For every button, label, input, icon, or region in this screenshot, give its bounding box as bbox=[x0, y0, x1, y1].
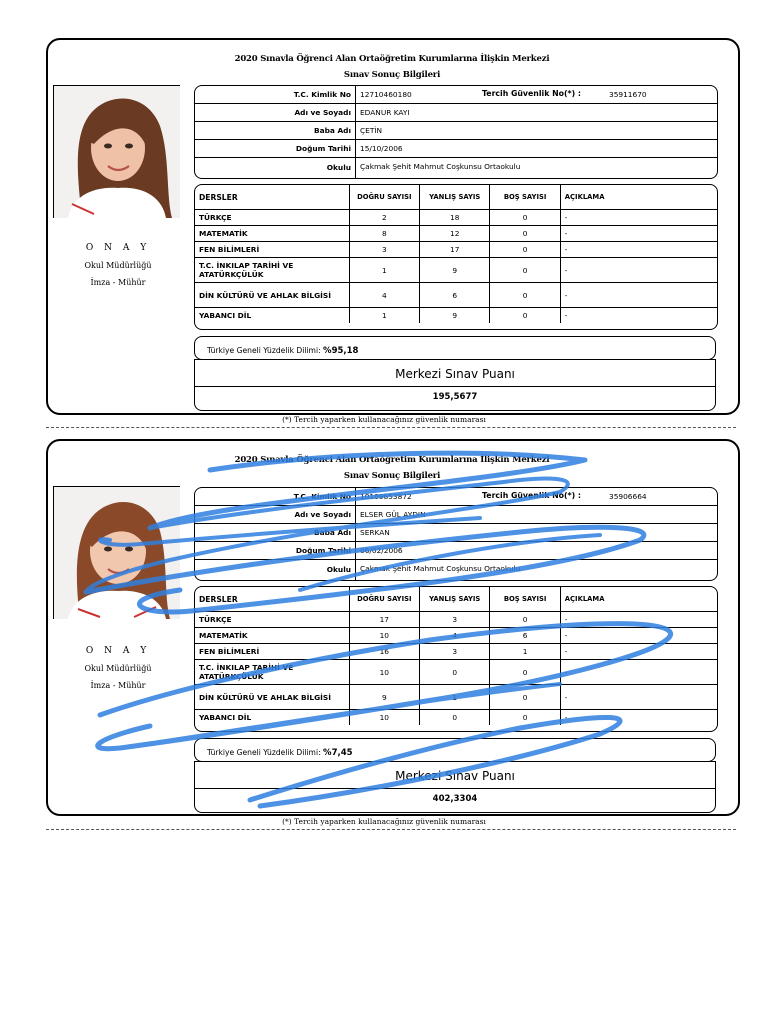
percentile-label: Türkiye Geneli Yüzdelik Dilimi: bbox=[207, 346, 321, 355]
lessons-table-box bbox=[194, 184, 718, 330]
percentile-box bbox=[194, 336, 716, 360]
header-aciklama: AÇIKLAMA bbox=[560, 587, 717, 612]
onay-title: O N A Y bbox=[85, 243, 151, 253]
percentile-label: Türkiye Geneli Yüzdelik Dilimi: bbox=[207, 748, 321, 757]
header-yanlis: YANLIŞ SAYIS bbox=[420, 587, 490, 612]
guvenlik-no: 35906664 bbox=[609, 492, 647, 501]
label-baba: Baba Adı bbox=[313, 126, 351, 135]
onay-block bbox=[43, 240, 193, 291]
table-row: TÜRKÇE 17 3 0 - bbox=[195, 612, 717, 628]
label-tc: T.C. Kimlik No bbox=[293, 90, 351, 99]
label-ad: Adı ve Soyadı bbox=[294, 108, 351, 117]
header-bos: BOŞ SAYISI bbox=[490, 185, 560, 210]
percentile-box bbox=[194, 738, 716, 762]
result-card-2 bbox=[46, 439, 740, 816]
lessons-table-box bbox=[194, 586, 718, 732]
ad-soyad: ELSER GÜL AYDIN bbox=[360, 510, 426, 519]
okul: Çakmak Şehit Mahmut Coşkunsu Ortaokulu bbox=[360, 162, 521, 171]
okul: Çakmak Şehit Mahmut Coşkunsu Ortaokulu bbox=[360, 564, 521, 573]
onay-imza: İmza - Mühür bbox=[90, 681, 146, 690]
table-row: FEN BİLİMLERİ 3 17 0 - bbox=[195, 242, 717, 258]
doc-title-line2: Sınav Sonuç Bilgileri bbox=[343, 70, 441, 80]
percentile-value: %7,45 bbox=[323, 748, 353, 758]
dogum-tarihi: 06/02/2006 bbox=[360, 546, 403, 555]
footnote-2: (*) Tercih yaparken kullanacağınız güvenlik numarası bbox=[282, 817, 486, 826]
onay-title: O N A Y bbox=[85, 646, 151, 656]
label-ad: Adı ve Soyadı bbox=[294, 510, 351, 519]
student-info-box bbox=[194, 487, 718, 581]
table-row: MATEMATİK 10 4 6 - bbox=[195, 628, 717, 644]
label-guvenlik: Tercih Güvenlik No(*) : bbox=[482, 89, 582, 98]
student-portrait-icon bbox=[54, 487, 180, 619]
doc-title-line1: 2020 Sınavla Öğrenci Alan Ortaöğretim Kurumlarına İlişkin Merkezi bbox=[234, 455, 550, 465]
table-row: FEN BİLİMLERİ 16 3 1 - bbox=[195, 644, 717, 660]
doc-title-line1: 2020 Sınavla Öğrenci Alan Ortaöğretim Kurumlarına İlişkin Merkezi bbox=[234, 54, 550, 64]
table-row: MATEMATİK 8 12 0 - bbox=[195, 226, 717, 242]
label-okul: Okulu bbox=[326, 565, 351, 574]
header-dogru: DOĞRU SAYISI bbox=[349, 587, 419, 612]
guvenlik-no: 35911670 bbox=[609, 90, 647, 99]
table-row: YABANCI DİL 10 0 0 - bbox=[195, 710, 717, 726]
header-aciklama: AÇIKLAMA bbox=[560, 185, 717, 210]
onay-mudurluk: Okul Müdürlüğü bbox=[84, 261, 152, 270]
onay-block bbox=[43, 643, 193, 694]
footnote-1: (*) Tercih yaparken kullanacağınız güvenlik numarası bbox=[282, 415, 486, 424]
student-photo bbox=[53, 85, 180, 218]
table-row: T.C. İNKILAP TARİHİ VE ATATÜRKÇÜLÜK 10 0 0 - bbox=[195, 660, 717, 685]
doc-title-line2: Sınav Sonuç Bilgileri bbox=[343, 471, 441, 481]
score-box bbox=[194, 761, 716, 813]
score-value: 402,3304 bbox=[432, 794, 478, 804]
label-guvenlik: Tercih Güvenlik No(*) : bbox=[482, 491, 582, 500]
label-dogum: Doğum Tarihi bbox=[295, 144, 351, 153]
score-title: Merkezi Sınav Puanı bbox=[395, 769, 515, 783]
table-row: DİN KÜLTÜRÜ VE AHLAK BİLGİSİ 9 1 0 - bbox=[195, 685, 717, 710]
label-baba: Baba Adı bbox=[313, 528, 351, 537]
dogum-tarihi: 15/10/2006 bbox=[360, 144, 403, 153]
label-okul: Okulu bbox=[326, 163, 351, 172]
header-yanlis: YANLIŞ SAYIS bbox=[420, 185, 490, 210]
baba-adi: ÇETİN bbox=[360, 126, 383, 135]
divider-2 bbox=[46, 829, 736, 830]
score-value: 195,5677 bbox=[432, 392, 478, 402]
table-row: DİN KÜLTÜRÜ VE AHLAK BİLGİSİ 4 6 0 - bbox=[195, 283, 717, 308]
tc-no: 10109853872 bbox=[360, 492, 412, 501]
lessons-table bbox=[195, 587, 717, 725]
ad-soyad: EDANUR KAYI bbox=[360, 108, 410, 117]
label-tc: T.C. Kimlik No bbox=[293, 492, 351, 501]
table-row: T.C. İNKILAP TARİHİ VE ATATÜRKÇÜLÜK 1 9 0 - bbox=[195, 258, 717, 283]
score-box bbox=[194, 359, 716, 411]
student-portrait-icon bbox=[54, 86, 180, 218]
tc-no: 12710460180 bbox=[360, 90, 412, 99]
header-dersler: DERSLER bbox=[195, 185, 349, 210]
divider-1 bbox=[46, 427, 736, 428]
score-title: Merkezi Sınav Puanı bbox=[395, 367, 515, 381]
header-bos: BOŞ SAYISI bbox=[490, 587, 560, 612]
student-info-box bbox=[194, 85, 718, 179]
label-dogum: Doğum Tarihi bbox=[295, 546, 351, 555]
result-card-1 bbox=[46, 38, 740, 415]
baba-adi: SERKAN bbox=[360, 528, 390, 537]
header-dogru: DOĞRU SAYISI bbox=[349, 185, 419, 210]
onay-mudurluk: Okul Müdürlüğü bbox=[84, 664, 152, 673]
lessons-table bbox=[195, 185, 717, 323]
table-row: TÜRKÇE 2 18 0 - bbox=[195, 210, 717, 226]
student-photo bbox=[53, 486, 180, 619]
percentile-value: %95,18 bbox=[323, 346, 359, 356]
table-row: YABANCI DİL 1 9 0 - bbox=[195, 308, 717, 324]
onay-imza: İmza - Mühür bbox=[90, 278, 146, 287]
header-dersler: DERSLER bbox=[195, 587, 349, 612]
